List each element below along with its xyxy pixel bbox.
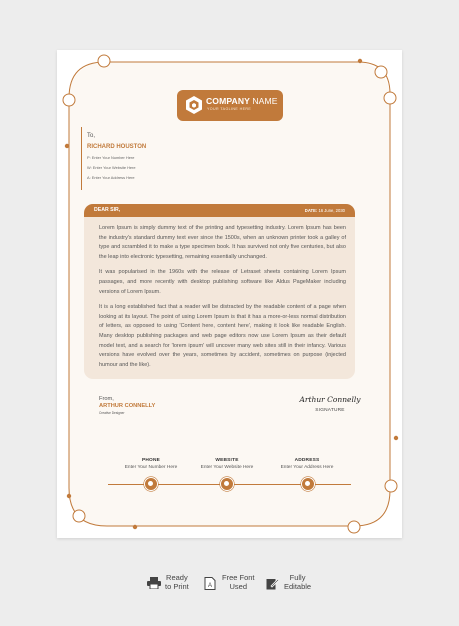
company-logo-icon [184, 95, 204, 115]
signature-block [290, 395, 370, 413]
svg-text:A: A [207, 583, 213, 589]
contact-phone [111, 458, 191, 470]
recipient-address: A: Enter Your Address Here [87, 175, 135, 180]
to-label: To, [87, 133, 96, 139]
signature-script: Arthur Connelly [299, 395, 361, 404]
company-logo [177, 90, 283, 121]
paragraph: It is a long established fact that a reader will be distracted by the readable content of a page when looking at its layout. The point of using Lorem Ipsum is that it has a more-or-less normal distribution of letters, as opposed to using 'Content here, content here', making it look like readable English. Many desktop publishing packages and web page editors now use Lorem Ipsum as their default model text, and a search for 'lorem ipsum' will uncover many web sites still in their infancy. Various versions have evolved over the years, sometimes by accident, sometimes on purpose (injected humour and the like). [99, 304, 346, 368]
globe-icon [220, 477, 234, 491]
feature-label: Fully Editable [284, 573, 312, 591]
letter-body [84, 217, 355, 370]
recipient-block [81, 127, 146, 190]
phone-icon [144, 477, 158, 491]
feature-label: Free Font Used [222, 573, 255, 591]
location-icon [301, 477, 315, 491]
recipient-name: RICHARD HOUSTON [87, 144, 147, 150]
sender-name: ARTHUR CONNELLY [99, 403, 156, 409]
letter-header-bar [84, 204, 355, 217]
paragraph: Lorem Ipsum is simply dummy text of the printing and typesetting industry. Lorem Ipsum has been the industry's standard dummy text ever since the 1500s, when an unknown printer took a galley of type and scrambled it to make a type specimen book. It has survived not only five centuries, but also the leap into electronic typesetting, remaining essentially unchanged. [99, 225, 346, 260]
company-tagline: YOUR TAGLINE HERE [207, 107, 252, 111]
sender-role: Creative Designer [99, 411, 125, 415]
font-file-icon [204, 577, 216, 590]
contact-title: ADDRESS [294, 458, 320, 463]
letter-body-card [84, 204, 355, 379]
contact-website [187, 458, 267, 470]
contact-title: PHONE [141, 458, 161, 463]
contact-value: Enter Your Address Here [280, 465, 334, 470]
recipient-website: W: Enter Your Website Here [87, 165, 136, 170]
paragraph: It was popularised in the 1960s with the release of Letraset sheets containing Lorem Ipsum passages, and more recently with desktop publishing software like Aldus PageMaker including versions of Lorem Ipsum. [99, 269, 346, 295]
letterhead-sheet [57, 50, 402, 538]
feature-label: Ready to Print [165, 573, 189, 591]
contact-address [267, 458, 347, 470]
company-name: COMPANY NAME [206, 96, 278, 106]
contact-value: Enter Your Number Here [124, 465, 178, 470]
letter-date: DATE: 16 June, 2030 [304, 207, 345, 213]
signature-label: SIGNATURE [315, 408, 345, 413]
sender-block [99, 396, 155, 415]
contact-value: Enter Your Website Here [200, 465, 254, 470]
contact-title: WEBSITE [215, 458, 239, 463]
edit-icon [266, 577, 279, 590]
feature-strip [0, 573, 459, 603]
printer-icon [147, 577, 161, 589]
from-label: From, [99, 396, 114, 402]
salutation: DEAR SIR, [94, 207, 121, 213]
recipient-phone: P: Enter Your Number Here [87, 155, 135, 160]
